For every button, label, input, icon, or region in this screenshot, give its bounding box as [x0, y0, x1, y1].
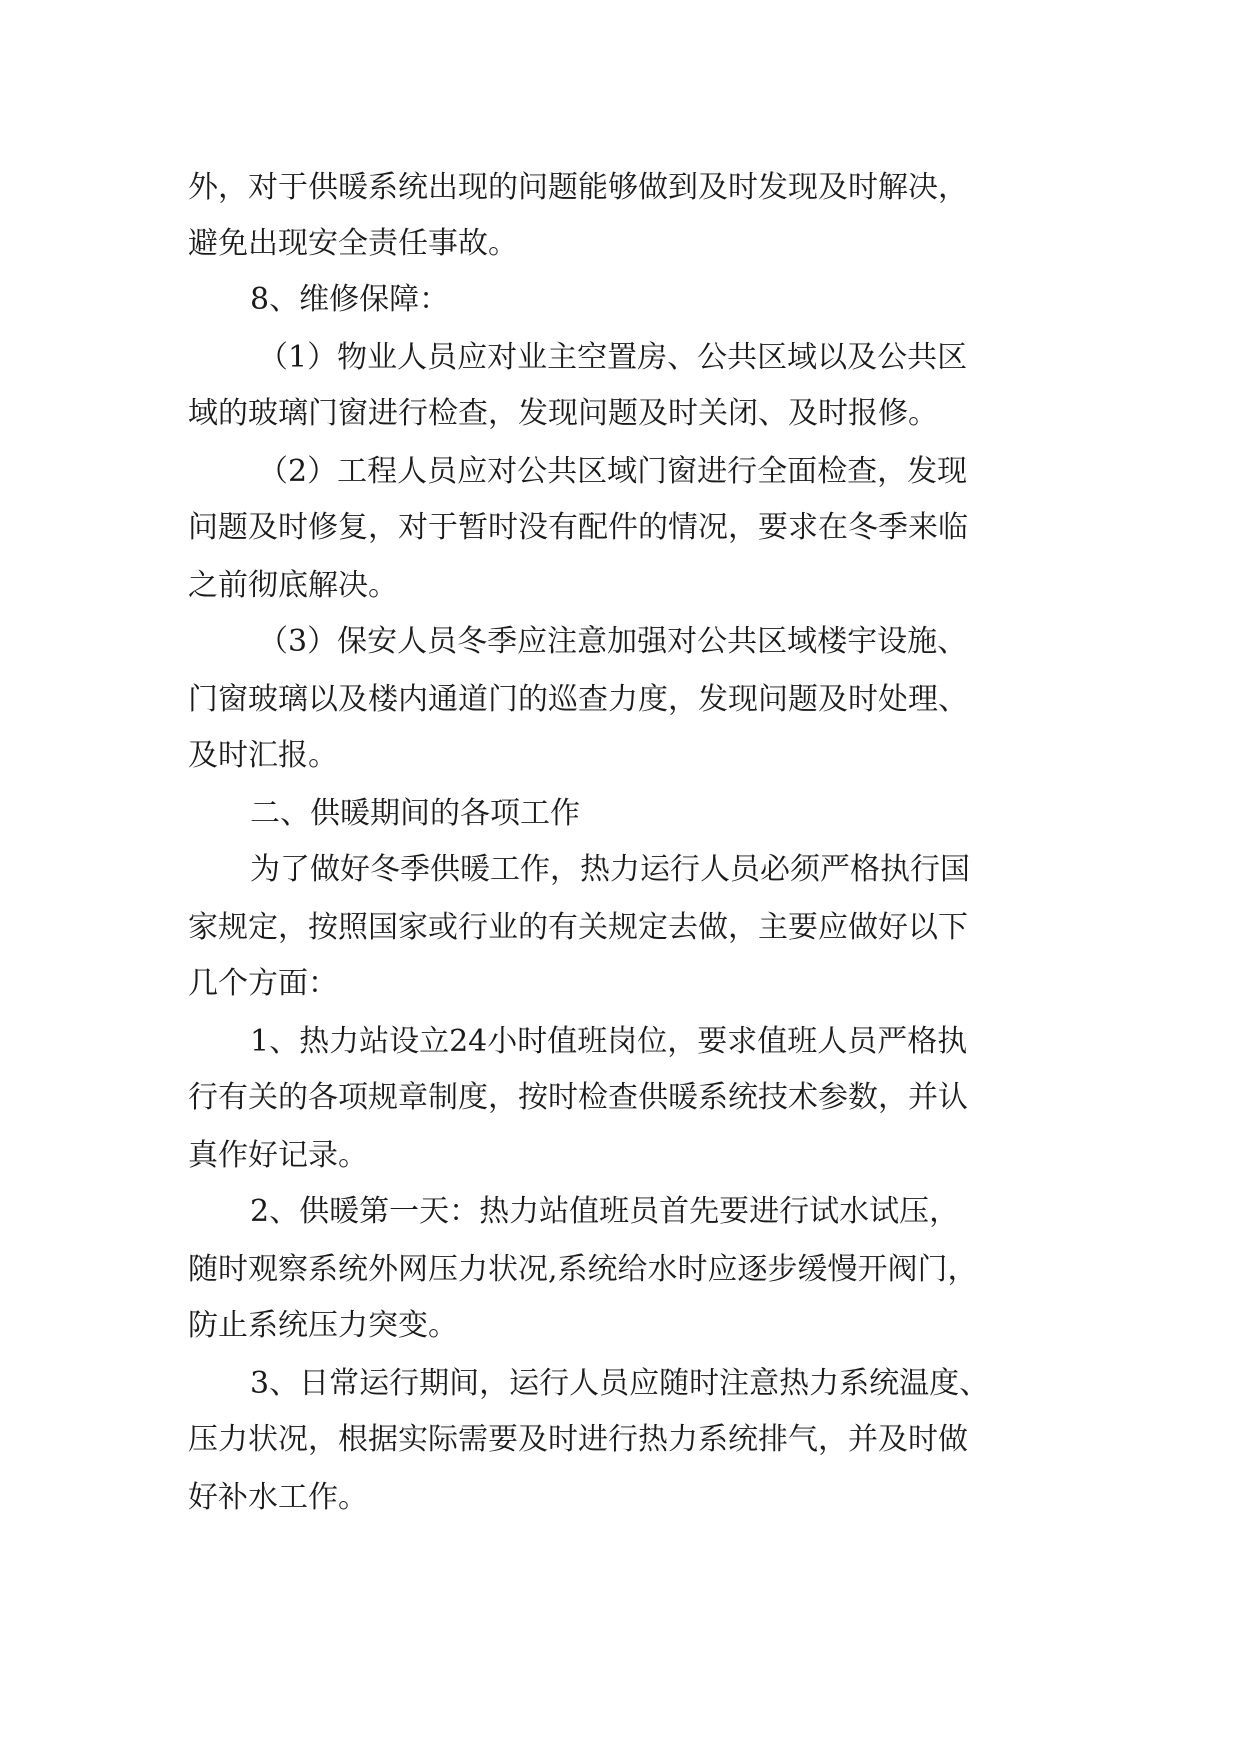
text-line: 几个方面： — [188, 966, 338, 1001]
text-line: 家规定，按照国家或行业的有关规定去做，主要应做好以下 — [188, 910, 968, 945]
text-line: 随时观察系统外网压力状况,系统给水时应逐步缓慢开阀门， — [188, 1252, 978, 1287]
text-line: 防止系统压力突变。 — [188, 1308, 458, 1343]
section-heading: 8、维修保障： — [250, 282, 450, 317]
text-line: 2、供暖第一天：热力站值班员首先要进行试水试压， — [250, 1194, 960, 1229]
text-line: 及时汇报。 — [188, 738, 338, 773]
text-line: 问题及时修复，对于暂时没有配件的情况，要求在冬季来临 — [188, 510, 968, 545]
text-line: 域的玻璃门窗进行检查，发现问题及时关闭、及时报修。 — [188, 396, 938, 431]
text-line: （2）工程人员应对公共区域门窗进行全面检查，发现 — [258, 454, 968, 489]
text-line: 3、日常运行期间，运行人员应随时注意热力系统温度、 — [250, 1366, 990, 1401]
text-line: 为了做好冬季供暖工作，热力运行人员必须严格执行国 — [250, 852, 970, 887]
text-line: 压力状况，根据实际需要及时进行热力系统排气，并及时做 — [188, 1422, 968, 1457]
text-line: （3）保安人员冬季应注意加强对公共区域楼宇设施、 — [258, 624, 968, 659]
text-line: 之前彻底解决。 — [188, 568, 398, 603]
section-heading: 二、供暖期间的各项工作 — [250, 796, 580, 831]
text-line: 避免出现安全责任事故。 — [188, 226, 518, 261]
text-line: （1）物业人员应对业主空置房、公共区域以及公共区 — [258, 340, 968, 375]
text-line: 外，对于供暖系统出现的问题能够做到及时发现及时解决， — [188, 170, 968, 205]
text-line: 行有关的各项规章制度，按时检查供暖系统技术参数，并认 — [188, 1080, 968, 1115]
text-line: 门窗玻璃以及楼内通道门的巡查力度，发现问题及时处理、 — [188, 682, 968, 717]
text-line: 真作好记录。 — [188, 1138, 368, 1173]
text-line: 1、热力站设立24小时值班岗位，要求值班人员严格执 — [250, 1024, 968, 1059]
text-line: 好补水工作。 — [188, 1480, 368, 1515]
